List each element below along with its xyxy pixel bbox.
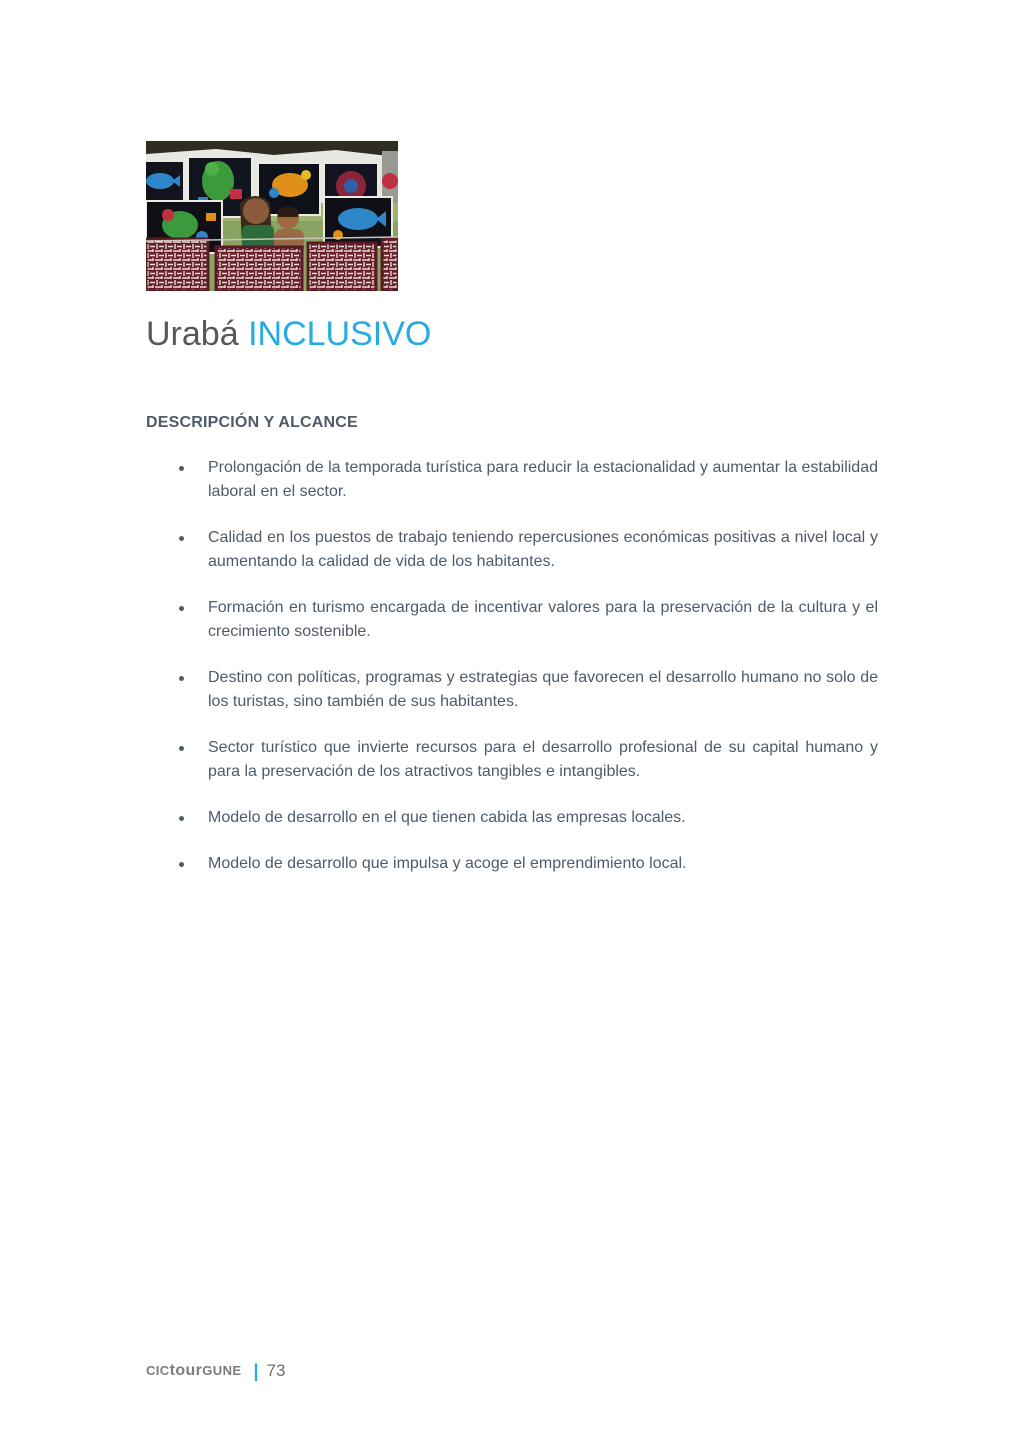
logo-part-tour: tour [169,1362,203,1379]
bullet-item: Calidad en los puestos de trabajo teniendo repercusiones económicas positivas a nivel local y aumentando la calidad de vida de los habitantes. [146,526,878,574]
section-heading: DESCRIPCIÓN Y ALCANCE [146,414,358,431]
footer-separator-bar: | [253,1360,259,1381]
cictourgune-logo [146,1362,241,1380]
logo-part-gune: GUNE [202,1363,242,1378]
bullet-item: Modelo de desarrollo en el que tienen cabida las empresas locales. [146,806,878,830]
logo-part-cic: CIC [146,1363,170,1378]
bullet-item: Modelo de desarrollo que impulsa y acoge el emprendimiento local. [146,852,878,876]
page-title-highlight: INCLUSIVO [248,314,432,353]
bullet-item: Destino con políticas, programas y estrategias que favorecen el desarrollo humano no solo de los turistas, sino también de sus habitantes. [146,666,878,714]
bullet-item: Sector turístico que invierte recursos para el desarrollo profesional de su capital humano y para la preservación de los atractivos tangibles e intangibles. [146,736,878,784]
page-title-keyword [239,315,248,353]
molas-photo-graphic [146,141,398,291]
bullet-item: Prolongación de la temporada turística para reducir la estacionalidad y aumentar la estabilidad laboral en el sector. [146,456,878,504]
page-footer [146,1359,285,1383]
bullet-item: Formación en turismo encargada de incentivar valores para la preservación de la cultura y el crecimiento sostenible. [146,596,878,644]
page-title [146,314,431,354]
molas-photo [146,141,398,291]
page-number: 73 [266,1361,286,1380]
description-bullet-list [146,456,878,898]
page-title-name: Urabá [146,314,239,353]
